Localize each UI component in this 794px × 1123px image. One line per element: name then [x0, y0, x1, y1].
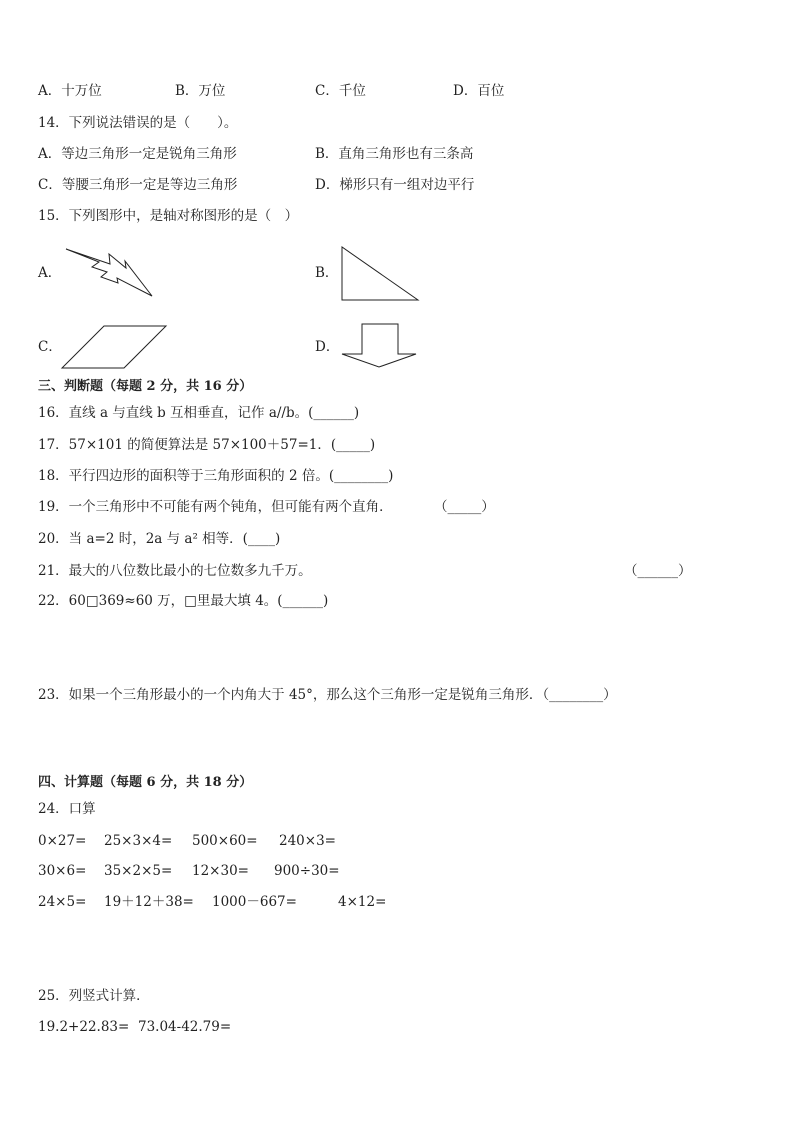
- q20: 20．当 a=2 时，2a 与 a² 相等．(____): [38, 531, 281, 547]
- q19: 19．一个三角形中不可能有两个钝角，但可能有两个直角．: [38, 499, 393, 515]
- q18: 18．平行四边形的面积等于三角形面积的 2 倍。(________): [38, 468, 394, 484]
- oral-calc-item: 24×5=: [38, 894, 87, 910]
- oral-calc-item: 500×60=: [192, 833, 258, 849]
- q13-option-c: C．千位: [315, 83, 366, 99]
- q14-option-b: B．直角三角形也有三条高: [315, 146, 474, 162]
- oral-calc-item: 25×3×4=: [104, 833, 173, 849]
- q23: 23．如果一个三角形最小的一个内角大于 45°，那么这个三角形一定是锐角三角形．（________）: [38, 687, 617, 703]
- oral-calc-item: 900÷30=: [274, 863, 340, 879]
- q25-title: 25．列竖式计算．: [38, 988, 150, 1004]
- vertical-calc-item: 73.04-42.79=: [138, 1019, 232, 1035]
- q15-label-b: B．: [315, 265, 339, 281]
- q21-answer-blank: （______）: [624, 563, 692, 579]
- oral-calc-item: 240×3=: [279, 833, 336, 849]
- q14-option-a: A．等边三角形一定是锐角三角形: [38, 146, 237, 162]
- parallelogram-figure: [60, 323, 170, 371]
- q21: 21．最大的八位数比最小的七位数多九千万。: [38, 563, 312, 579]
- q15-label-d: D．: [315, 339, 340, 355]
- q14-option-c: C．等腰三角形一定是等边三角形: [38, 177, 238, 193]
- oral-calc-item: 19＋12＋38=: [104, 894, 194, 910]
- oral-calc-item: 12×30=: [192, 863, 249, 879]
- oral-calc-item: 1000－667=: [212, 894, 297, 910]
- q24-title: 24．口算: [38, 801, 96, 817]
- q19-answer-blank: （_____）: [434, 499, 495, 515]
- q15-label-a: A．: [38, 265, 62, 281]
- q15-stem: 15．下列图形中，是轴对称图形的是（ ）: [38, 208, 299, 224]
- q15-label-c: C．: [38, 339, 62, 355]
- oral-calc-item: 35×2×5=: [104, 863, 173, 879]
- lightning-shape-figure: [60, 242, 160, 302]
- q22: 22．60□369≈60 万，□里最大填 4。(______): [38, 593, 329, 609]
- q14-option-d: D．梯形只有一组对边平行: [315, 177, 475, 193]
- q16: 16．直线 a 与直线 b 互相垂直，记作 a//b。(______): [38, 405, 360, 421]
- oral-calc-item: 4×12=: [338, 894, 387, 910]
- q17: 17．57×101 的简便算法是 57×100＋57=1．(_____): [38, 437, 376, 453]
- oral-calc-item: 30×6=: [38, 863, 87, 879]
- q13-option-b: B．万位: [175, 83, 226, 99]
- q14-stem: 14．下列说法错误的是（ ）。: [38, 115, 238, 131]
- vertical-calc-item: 19.2+22.83=: [38, 1019, 130, 1035]
- section4-heading: 四、计算题（每题 6 分，共 18 分）: [38, 775, 253, 790]
- q13-option-a: A．十万位: [38, 83, 102, 99]
- oral-calc-item: 0×27=: [38, 833, 87, 849]
- q13-option-d: D．百位: [453, 83, 505, 99]
- arrow-down-figure: [340, 321, 424, 371]
- right-triangle-figure: [338, 244, 422, 304]
- section3-heading: 三、判断题（每题 2 分，共 16 分）: [38, 379, 253, 394]
